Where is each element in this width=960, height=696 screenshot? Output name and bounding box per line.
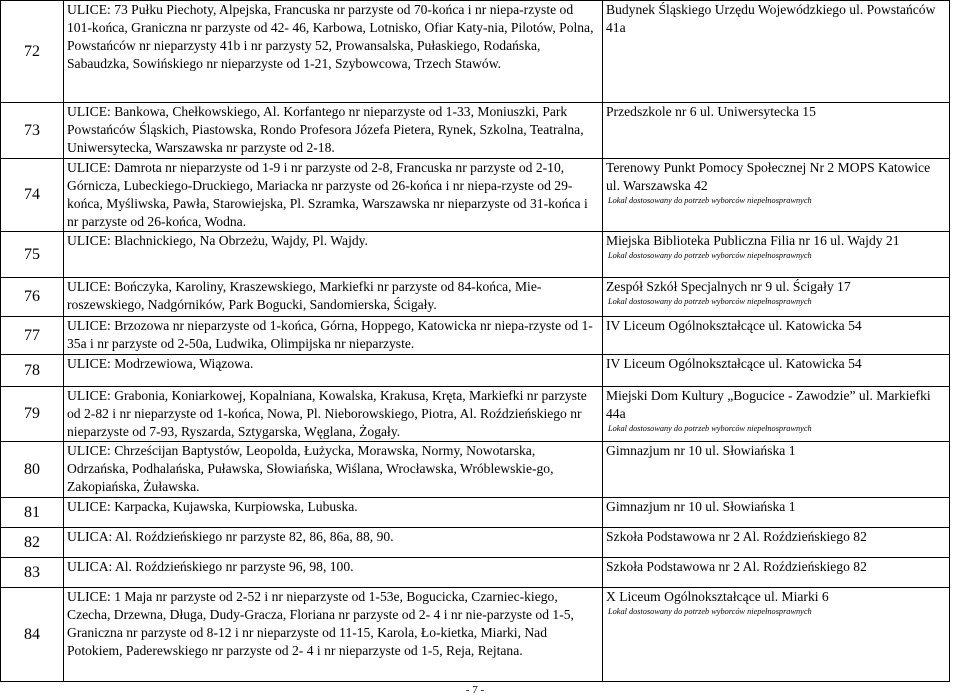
place-text: Miejska Biblioteka Publiczna Filia nr 16 ul. Wajdy 21 [606,233,900,248]
streets-cell: ULICE: Damrota nr nieparzyste od 1-9 i nr parzyste od 2-8, Francuska nr parzyste od 2-10, Górnicza, Lubeckiego-Druckiego, Mariacka nr parzyste od 26-końca i nr niepa-rzyste od 29-końca, Myśliwska, Pawła, Starowiejska, Pl. Szramka, Warszawska nr nieparzyste od 31-końca i nr parzyste od 26-końca, Wodna. [64,159,603,232]
streets-cell: ULICE: Grabonia, Koniarkowej, Kopalniana, Kowalska, Krakusa, Kręta, Markiefki nr parzyste od 2-82 i nr nieparzyste od 1-końca, Nowa, Pl. Nieborowskiego, Piotra, Al. Roździeńskiego nr nieparzyste od 7-93, Ryszarda, Sztygarska, Węglana, Żogały. [64,387,603,442]
place-text: Gimnazjum nr 10 ul. Słowiańska 1 [606,443,796,458]
table-row [1,442,950,498]
streets-cell: ULICE: Blachnickiego, Na Obrzeżu, Wajdy, Pl. Wajdy. [64,232,603,278]
page-number: - 7 - [465,684,485,696]
streets-cell: ULICA: Al. Roździeńskiego nr parzyste 96, 98, 100. [64,558,603,588]
streets-cell: ULICE: Modrzewiowa, Wiązowa. [64,355,603,387]
table-row [1,1,950,103]
place-text: Budynek Śląskiego Urzędu Wojewódzkiego ul. Powstańców 41a [606,2,936,35]
place-text: X Liceum Ogólnokształcące ul. Miarki 6 [606,589,829,604]
place-text: Zespół Szkół Specjalnych nr 9 ul. Ścigały 17 [606,279,851,294]
streets-cell: ULICE: Karpacka, Kujawska, Kurpiowska, Lubuska. [64,498,603,528]
row-number: 81 [1,498,64,528]
place-cell [603,558,950,588]
streets-cell: ULICE: Brzozowa nr nieparzyste od 1-końca, Górna, Hoppego, Katowicka nr niepa-rzyste od 1-35a i nr parzyste od 2-50a, Ludwika, Olimpijska nr nieparzyste. [64,317,603,355]
place-text: Przedszkole nr 6 ul. Uniwersytecka 15 [606,104,816,119]
place-cell [603,442,950,498]
streets-cell: ULICE: 1 Maja nr parzyste od 2-52 i nr nieparzyste od 1-53e, Bogucicka, Czarniec-kiego, Czecha, Drzewna, Długa, Dudy-Gracza, Floriana nr parzyste od 2- 4 i nr nie-parzyste od 1-5, Graniczna nr parzyste od 8-12 i nr nieparzyste od 11-15, Karola, Ło-kietka, Miarki, Nad Potokiem, Paderewskiego nr parzyste od 2- 4 i nr nieparzyste od 1-5, Reja, Rejtana. [64,588,603,682]
row-number: 73 [1,103,64,159]
table-row [1,558,950,588]
row-number: 79 [1,387,64,442]
place-cell [603,528,950,558]
accessibility-note: Lokal dostosowany do potrzeb wyborców niepełnosprawnych [608,251,812,260]
row-number: 77 [1,317,64,355]
table-row [1,588,950,682]
place-text: Terenowy Punkt Pomocy Społecznej Nr 2 MOPS Katowice ul. Warszawska 42 [606,160,931,193]
row-number: 82 [1,528,64,558]
accessibility-note: Lokal dostosowany do potrzeb wyborców niepełnosprawnych [608,424,812,433]
row-number: 84 [1,588,64,682]
place-cell [603,387,950,442]
streets-cell: ULICE: Bończyka, Karoliny, Kraszewskiego, Markiefki nr parzyste od 84-końca, Mie-roszewskiego, Nadgórników, Park Bogucki, Sandomierska, Ścigały. [64,278,603,317]
table-row [1,498,950,528]
row-number: 80 [1,442,64,498]
place-cell [603,355,950,387]
table-row [1,387,950,442]
place-cell [603,498,950,528]
place-text: Szkoła Podstawowa nr 2 Al. Roździeńskiego 82 [606,559,867,574]
accessibility-note: Lokal dostosowany do potrzeb wyborców niepełnosprawnych [608,607,812,616]
place-cell [603,103,950,159]
place-cell [603,1,950,103]
row-number: 75 [1,232,64,278]
streets-cell: ULICA: Al. Roździeńskiego nr parzyste 82, 86, 86a, 88, 90. [64,528,603,558]
place-cell [603,588,950,682]
streets-cell: ULICE: Chrześcijan Baptystów, Leopolda, Łużycka, Morawska, Normy, Nowotarska, Odrzańska, Podhalańska, Puławska, Słowiańska, Wiślana, Wrocławska, Wróblewskie-go, Zakopiańska, Żuławska. [64,442,603,498]
place-text: IV Liceum Ogólnokształcące ul. Katowicka 54 [606,318,862,333]
row-number: 74 [1,159,64,232]
place-text: Gimnazjum nr 10 ul. Słowiańska 1 [606,499,796,514]
table-row [1,278,950,317]
table-row [1,103,950,159]
place-text: Szkoła Podstawowa nr 2 Al. Roździeńskiego 82 [606,529,867,544]
table-row [1,355,950,387]
table-row [1,317,950,355]
accessibility-note: Lokal dostosowany do potrzeb wyborców niepełnosprawnych [608,297,812,306]
row-number: 78 [1,355,64,387]
row-number: 72 [1,1,64,103]
place-cell [603,278,950,317]
place-cell [603,232,950,278]
place-cell [603,159,950,232]
place-cell [603,317,950,355]
accessibility-note: Lokal dostosowany do potrzeb wyborców niepełnosprawnych [608,196,812,205]
row-number: 76 [1,278,64,317]
table-row [1,159,950,232]
streets-cell: ULICE: Bankowa, Chełkowskiego, Al. Korfantego nr nieparzyste od 1-33, Moniuszki, Park Powstańców Śląskich, Piastowska, Rondo Profesora Józefa Pietera, Rynek, Szkolna, Teatralna, Uniwersytecka, Warszawska nr parzyste od 2-18. [64,103,603,159]
place-text: IV Liceum Ogólnokształcące ul. Katowicka 54 [606,356,862,371]
streets-cell: ULICE: 73 Pułku Piechoty, Alpejska, Francuska nr parzyste od 70-końca i nr niepa-rzyste od 101-końca, Graniczna nr parzyste od 42- 46, Karbowa, Lotnisko, Ofiar Katy-nia, Pilotów, Polna, Powstańców nr nieparzysty 41b i nr parzysty 52, Prowansalska, Pułaskiego, Rodańska, Sabaudzka, Sowińskiego nr nieparzyste od 1-21, Szybowcowa, Trzech Stawów. [64,1,603,103]
place-text: Miejski Dom Kultury „Bogucice - Zawodzie” ul. Markiefki 44a [606,388,931,421]
table-row [1,232,950,278]
table-row [1,528,950,558]
row-number: 83 [1,558,64,588]
